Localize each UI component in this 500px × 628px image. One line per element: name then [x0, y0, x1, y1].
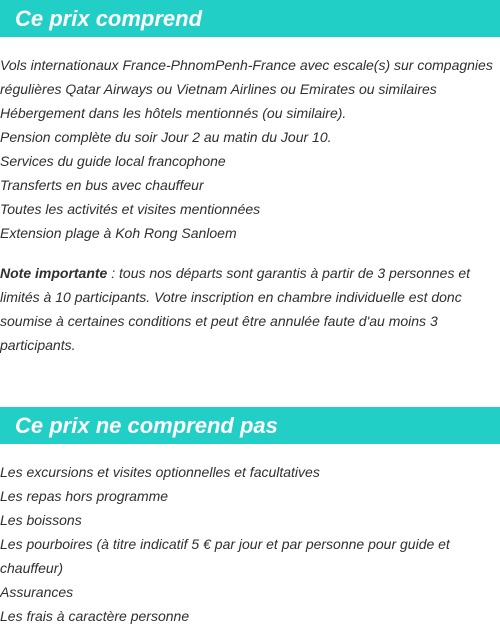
list-item: Les boissons: [0, 512, 82, 528]
included-section-header: [0, 0, 500, 37]
list-item: Services du guide local francophone: [0, 153, 226, 169]
list-item: Les pourboires (à titre indicatif 5 € par jour et par personne pour guide et chauffeur): [0, 536, 450, 576]
list-item: Assurances: [0, 584, 74, 600]
list-item: Les repas hors programme: [0, 488, 169, 504]
list-item: Vols internationaux France-PhnomPenh-France avec escale(s) sur compagnies régulières Qatar Airways ou Vietnam Airlines ou Emirates ou similaires: [0, 57, 493, 97]
excluded-section-header: [0, 407, 500, 444]
excluded-list: [0, 460, 470, 628]
list-item: Transferts en bus avec chauffeur: [0, 177, 204, 193]
list-item: Pension complète du soir Jour 2 au matin du Jour 10.: [0, 129, 332, 145]
note-text: : tous nos départs sont garantis à partir de 3 personnes et limités à 10 participants. Votre inscription en chambre individuelle est donc soumise à certaines conditions et peut être annulée faute d'au moins 3 participants.: [0, 265, 471, 353]
list-item: Les frais à caractère personne: [0, 608, 190, 624]
included-list: [0, 53, 500, 245]
list-item: Extension plage à Koh Rong Sanloem: [0, 225, 237, 241]
list-item: Hébergement dans les hôtels mentionnés (ou similaire).: [0, 105, 347, 121]
important-note: [0, 261, 490, 357]
list-item: Les excursions et visites optionnelles et facultatives: [0, 464, 320, 480]
list-item: Toutes les activités et visites mentionnées: [0, 201, 261, 217]
note-label: Note importante: [0, 265, 108, 281]
excluded-title: Ce prix ne comprend pas: [15, 413, 278, 438]
included-title: Ce prix comprend: [15, 6, 203, 31]
